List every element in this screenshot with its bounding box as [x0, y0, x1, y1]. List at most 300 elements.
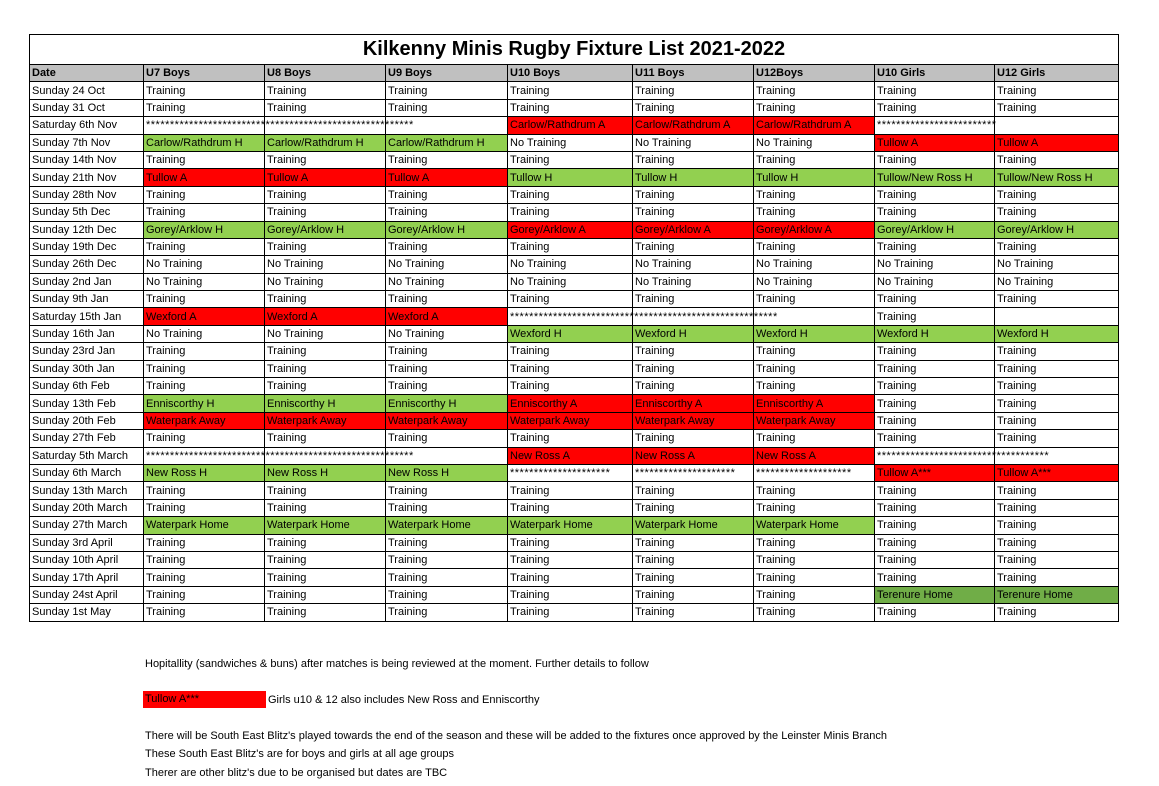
- fixture-cell: Training: [386, 534, 508, 551]
- fixture-cell: Training: [875, 99, 995, 116]
- date-cell: Sunday 13th March: [30, 482, 144, 499]
- table-row: [30, 134, 1119, 151]
- fixture-cell: Training: [875, 412, 995, 429]
- fixture-cell: Training: [633, 482, 754, 499]
- fixture-cell: New Ross A: [633, 447, 754, 464]
- fixture-cell: Training: [995, 499, 1119, 516]
- fixture-cell: Training: [386, 604, 508, 621]
- fixture-cell: Training: [633, 343, 754, 360]
- fixture-cell: Training: [754, 186, 875, 203]
- fixture-cell: No Training: [508, 134, 633, 151]
- fixture-cell: No Training: [508, 273, 633, 290]
- fixture-cell: Training: [265, 604, 386, 621]
- fixture-cell: Carlow/Rathdrum H: [265, 134, 386, 151]
- fixture-cell: Training: [265, 99, 386, 116]
- fixture-cell: Gorey/Arklow H: [875, 221, 995, 238]
- fixture-cell: Wexford A: [386, 308, 508, 325]
- date-cell: Sunday 16th Jan: [30, 325, 144, 342]
- fixture-cell: Training: [508, 482, 633, 499]
- fixture-cell: No Training: [265, 325, 386, 342]
- fixture-cell: Training: [265, 186, 386, 203]
- fixture-cell: Training: [995, 395, 1119, 412]
- header-row: [30, 65, 1119, 82]
- date-cell: Sunday 5th Dec: [30, 204, 144, 221]
- fixture-cell: Training: [265, 534, 386, 551]
- fixture-cell: Training: [265, 238, 386, 255]
- fixture-cell: Training: [508, 604, 633, 621]
- fixture-cell: Training: [995, 291, 1119, 308]
- fixture-cell: Training: [386, 551, 508, 568]
- fixture-cell: No Training: [144, 325, 265, 342]
- fixture-cell: Training: [386, 430, 508, 447]
- fixture-cell: Training: [633, 99, 754, 116]
- table-row: [30, 586, 1119, 603]
- fixture-cell: Waterpark Home: [508, 517, 633, 534]
- fixture-cell: Training: [265, 430, 386, 447]
- table-row: [30, 238, 1119, 255]
- fixture-cell: No Training: [754, 273, 875, 290]
- fixture-cell: Training: [875, 204, 995, 221]
- fixture-cell: No Training: [144, 273, 265, 290]
- fixture-cell: Training: [144, 343, 265, 360]
- fixture-cell: Training: [144, 378, 265, 395]
- fixture-cell: Waterpark Away: [633, 412, 754, 429]
- fixture-cell: Tullow/New Ross H: [875, 169, 995, 186]
- fixture-cell: Training: [995, 151, 1119, 168]
- date-cell: Sunday 27th Feb: [30, 430, 144, 447]
- fixture-cell: Waterpark Away: [144, 412, 265, 429]
- fixture-cell: Training: [386, 482, 508, 499]
- fixture-cell: No Training: [633, 273, 754, 290]
- fixture-cell: No Training: [265, 273, 386, 290]
- table-row: [30, 186, 1119, 203]
- fixture-cell: Training: [386, 586, 508, 603]
- table-row: [30, 569, 1119, 586]
- fixture-cell: Training: [144, 151, 265, 168]
- fixture-cell: Wexford H: [508, 325, 633, 342]
- fixture-cell: Training: [754, 291, 875, 308]
- blitz-note-2: These South East Blitz's are for boys and girls at all age groups: [145, 748, 455, 760]
- fixture-cell: Training: [265, 151, 386, 168]
- fixture-cell: Tullow H: [754, 169, 875, 186]
- fixture-cell: Training: [875, 291, 995, 308]
- date-cell: Sunday 31 Oct: [30, 99, 144, 116]
- column-header-u7-boys: U7 Boys: [144, 65, 265, 82]
- fixture-cell: Waterpark Home: [633, 517, 754, 534]
- fixture-cell: Training: [754, 551, 875, 568]
- table-row: [30, 447, 1119, 464]
- fixture-cell: Wexford H: [995, 325, 1119, 342]
- fixture-cell: No Training: [875, 256, 995, 273]
- fixture-cell: Gorey/Arklow H: [144, 221, 265, 238]
- fixture-cell: Wexford H: [754, 325, 875, 342]
- fixture-cell: Training: [995, 238, 1119, 255]
- column-header-u8-boys: U8 Boys: [265, 65, 386, 82]
- date-cell: Sunday 6th Feb: [30, 378, 144, 395]
- fixture-cell: Training: [754, 343, 875, 360]
- fixture-cell: No Training: [633, 134, 754, 151]
- fixture-cell: New Ross H: [265, 464, 386, 481]
- fixture-cell: New Ross H: [144, 464, 265, 481]
- fixture-cell: Training: [995, 360, 1119, 377]
- fixture-cell: Training: [508, 499, 633, 516]
- table-row: [30, 412, 1119, 429]
- fixture-cell: Training: [995, 604, 1119, 621]
- date-cell: Sunday 23rd Jan: [30, 343, 144, 360]
- fixture-cell: Training: [875, 360, 995, 377]
- fixture-cell: Training: [754, 499, 875, 516]
- date-cell: Sunday 24st April: [30, 586, 144, 603]
- fixture-cell: Training: [265, 204, 386, 221]
- fixture-cell: Training: [754, 534, 875, 551]
- column-header-u12-girls: U12 Girls: [995, 65, 1119, 82]
- fixture-cell: Waterpark Away: [508, 412, 633, 429]
- fixture-cell: No Training: [144, 256, 265, 273]
- fixture-cell: Training: [754, 82, 875, 99]
- fixture-cell: Training: [875, 482, 995, 499]
- fixture-cell: Training: [386, 343, 508, 360]
- fixture-cell: Training: [875, 430, 995, 447]
- date-cell: Saturday 6th Nov: [30, 117, 144, 134]
- fixture-cell: Training: [875, 551, 995, 568]
- fixture-cell: Training: [144, 569, 265, 586]
- legend-text: Girls u10 & 12 also includes New Ross and Enniscorthy: [268, 694, 540, 706]
- date-cell: Saturday 5th March: [30, 447, 144, 464]
- fixture-cell: Training: [508, 360, 633, 377]
- fixture-cell: Gorey/Arklow H: [265, 221, 386, 238]
- fixture-cell: Training: [875, 238, 995, 255]
- fixture-cell: Tullow A: [995, 134, 1119, 151]
- fixture-cell: Training: [633, 551, 754, 568]
- date-cell: Sunday 9th Jan: [30, 291, 144, 308]
- fixture-cell: No Training: [995, 256, 1119, 273]
- fixture-cell: Training: [265, 551, 386, 568]
- fixture-cell: Training: [754, 204, 875, 221]
- date-cell: Sunday 28th Nov: [30, 186, 144, 203]
- fixture-cell: Training: [144, 499, 265, 516]
- fixture-cell: New Ross A: [508, 447, 633, 464]
- date-cell: Sunday 20th Feb: [30, 412, 144, 429]
- fixture-cell: Enniscorthy H: [144, 395, 265, 412]
- fixture-cell: Training: [633, 82, 754, 99]
- fixture-cell: Training: [144, 534, 265, 551]
- fixture-cell: Training: [633, 586, 754, 603]
- fixture-cell: Carlow/Rathdrum A: [754, 117, 875, 134]
- fixture-cell: Training: [265, 586, 386, 603]
- date-cell: Saturday 15th Jan: [30, 308, 144, 325]
- fixture-cell: [995, 308, 1119, 325]
- fixture-cell: Training: [386, 499, 508, 516]
- fixture-cell: Gorey/Arklow A: [754, 221, 875, 238]
- fixture-cell: Training: [144, 430, 265, 447]
- fixture-cell: Training: [995, 186, 1119, 203]
- table-row: [30, 378, 1119, 395]
- fixture-cell: No Training: [995, 273, 1119, 290]
- fixture-cell: Waterpark Home: [144, 517, 265, 534]
- fixture-cell: New Ross H: [386, 464, 508, 481]
- fixture-cell: Wexford H: [875, 325, 995, 342]
- fixture-cell: No Training: [386, 325, 508, 342]
- fixture-cell: Training: [265, 569, 386, 586]
- blitz-note-1: There will be South East Blitz's played towards the end of the season and these will be added to the fixtures once approved by the Leinster Minis Branch: [145, 730, 887, 742]
- table-row: [30, 343, 1119, 360]
- fixture-cell: Wexford A: [265, 308, 386, 325]
- column-header-date: Date: [30, 65, 144, 82]
- fixture-cell: Training: [144, 238, 265, 255]
- fixture-cell: Training: [386, 82, 508, 99]
- fixture-cell: Training: [508, 291, 633, 308]
- date-cell: Sunday 19th Dec: [30, 238, 144, 255]
- fixture-cell: Wexford A: [144, 308, 265, 325]
- fixture-cell: Training: [508, 99, 633, 116]
- fixture-cell: Training: [144, 360, 265, 377]
- fixture-cell: Training: [875, 151, 995, 168]
- fixture-cell: Enniscorthy A: [508, 395, 633, 412]
- fixture-cell: Training: [995, 482, 1119, 499]
- fixture-cell: No Training: [265, 256, 386, 273]
- fixture-cell: Training: [995, 82, 1119, 99]
- table-row: [30, 482, 1119, 499]
- fixture-cell: Training: [995, 378, 1119, 395]
- fixture-cell: Training: [633, 569, 754, 586]
- fixture-cell: Waterpark Home: [754, 517, 875, 534]
- fixture-cell: Training: [995, 569, 1119, 586]
- fixture-cell: Training: [875, 534, 995, 551]
- fixture-cell: Training: [633, 378, 754, 395]
- table-row: [30, 291, 1119, 308]
- fixture-cell: Training: [144, 99, 265, 116]
- fixture-cell: Training: [386, 378, 508, 395]
- fixture-cell: Enniscorthy A: [754, 395, 875, 412]
- fixture-cell: Training: [754, 586, 875, 603]
- table-row: [30, 430, 1119, 447]
- fixture-cell: Training: [144, 551, 265, 568]
- column-header-u10-girls: U10 Girls: [875, 65, 995, 82]
- fixture-cell: Training: [508, 586, 633, 603]
- fixture-cell: Training: [875, 82, 995, 99]
- fixture-cell: Training: [633, 534, 754, 551]
- fixture-cell: Gorey/Arklow H: [386, 221, 508, 238]
- fixture-cell: Tullow A***: [995, 464, 1119, 481]
- fixture-cell: Tullow/New Ross H: [995, 169, 1119, 186]
- fixture-cell: Training: [754, 378, 875, 395]
- table-row: [30, 551, 1119, 568]
- legend-swatch: Tullow A***: [143, 691, 266, 708]
- fixture-cell: Tullow A: [144, 169, 265, 186]
- fixture-cell: Training: [386, 360, 508, 377]
- fixture-cell: Training: [144, 482, 265, 499]
- fixture-cell: Tullow A***: [875, 464, 995, 481]
- fixture-cell: Training: [754, 482, 875, 499]
- fixture-cell: Training: [144, 82, 265, 99]
- date-cell: Sunday 10th April: [30, 551, 144, 568]
- date-cell: Sunday 14th Nov: [30, 151, 144, 168]
- fixture-cell: Enniscorthy H: [265, 395, 386, 412]
- fixture-cell: Carlow/Rathdrum A: [633, 117, 754, 134]
- fixture-cell: Training: [265, 360, 386, 377]
- table-row: [30, 99, 1119, 116]
- fixture-cell: Training: [633, 430, 754, 447]
- table-row: [30, 517, 1119, 534]
- fixture-cell: Wexford H: [633, 325, 754, 342]
- fixture-cell: ********************************************************: [144, 447, 265, 464]
- fixture-cell: Training: [633, 499, 754, 516]
- fixture-cell: Training: [633, 604, 754, 621]
- fixture-cell: *********************: [633, 464, 754, 481]
- fixture-cell: Training: [508, 238, 633, 255]
- fixture-cell: Training: [633, 360, 754, 377]
- fixture-cell: Training: [508, 378, 633, 395]
- fixture-cell: Training: [508, 569, 633, 586]
- fixture-cell: Carlow/Rathdrum H: [386, 134, 508, 151]
- table-row: [30, 604, 1119, 621]
- fixture-cell: Carlow/Rathdrum H: [144, 134, 265, 151]
- fixture-cell: Training: [633, 186, 754, 203]
- fixture-cell: Training: [265, 499, 386, 516]
- table-row: [30, 534, 1119, 551]
- fixture-cell: Training: [633, 151, 754, 168]
- fixture-cell: Training: [265, 482, 386, 499]
- column-header-u12-boys: U12Boys: [754, 65, 875, 82]
- fixture-cell: Training: [144, 204, 265, 221]
- date-cell: Sunday 7th Nov: [30, 134, 144, 151]
- date-cell: Sunday 20th March: [30, 499, 144, 516]
- table-row: [30, 360, 1119, 377]
- fixture-cell: Training: [875, 378, 995, 395]
- fixture-cell: Training: [386, 291, 508, 308]
- fixture-cell: Waterpark Away: [386, 412, 508, 429]
- fixture-cell: ********************: [754, 464, 875, 481]
- fixture-cell: Training: [386, 238, 508, 255]
- fixture-cell: Training: [265, 291, 386, 308]
- fixture-cell: Training: [508, 534, 633, 551]
- column-header-u11-boys: U11 Boys: [633, 65, 754, 82]
- table-row: [30, 204, 1119, 221]
- fixture-cell: Training: [144, 586, 265, 603]
- fixture-cell: No Training: [508, 256, 633, 273]
- column-header-u10-boys: U10 Boys: [508, 65, 633, 82]
- fixture-cell: Tullow A: [875, 134, 995, 151]
- fixture-cell: Training: [995, 343, 1119, 360]
- fixture-cell: Training: [508, 204, 633, 221]
- fixture-cell: Training: [265, 378, 386, 395]
- date-cell: Sunday 2nd Jan: [30, 273, 144, 290]
- table-row: [30, 499, 1119, 516]
- fixture-cell: ********************************************************: [508, 308, 633, 325]
- fixture-cell: No Training: [386, 273, 508, 290]
- table-row: [30, 273, 1119, 290]
- fixture-cell: Training: [386, 186, 508, 203]
- fixture-cell: Gorey/Arklow H: [995, 221, 1119, 238]
- fixture-cell: Training: [386, 569, 508, 586]
- date-cell: Sunday 21th Nov: [30, 169, 144, 186]
- fixture-cell: [995, 117, 1119, 134]
- fixture-cell: Training: [875, 569, 995, 586]
- fixture-cell: Training: [995, 99, 1119, 116]
- date-cell: Sunday 24 Oct: [30, 82, 144, 99]
- hospitality-note: Hopitallity (sandwiches & buns) after matches is being reviewed at the moment. Further details to follow: [145, 658, 649, 670]
- fixture-cell: No Training: [633, 256, 754, 273]
- fixture-cell: Enniscorthy H: [386, 395, 508, 412]
- fixture-cell: Training: [875, 343, 995, 360]
- fixture-cell: Training: [633, 204, 754, 221]
- fixture-cell: Gorey/Arklow A: [508, 221, 633, 238]
- fixture-cell: Tullow A: [265, 169, 386, 186]
- fixture-cell: Training: [875, 308, 995, 325]
- fixture-cell: Terenure Home: [875, 586, 995, 603]
- fixture-cell: No Training: [875, 273, 995, 290]
- fixture-cell: Waterpark Home: [386, 517, 508, 534]
- fixture-cell: Training: [508, 343, 633, 360]
- fixture-cell: Training: [386, 151, 508, 168]
- date-cell: Sunday 1st May: [30, 604, 144, 621]
- fixture-cell: Training: [754, 238, 875, 255]
- fixture-cell: Training: [265, 82, 386, 99]
- fixture-cell: Training: [995, 204, 1119, 221]
- fixture-cell: Training: [633, 238, 754, 255]
- fixture-cell: Training: [265, 343, 386, 360]
- fixture-cell: Training: [875, 517, 995, 534]
- date-cell: Sunday 30th Jan: [30, 360, 144, 377]
- date-cell: Sunday 6th March: [30, 464, 144, 481]
- fixture-cell: Training: [995, 551, 1119, 568]
- fixture-cell: Training: [875, 395, 995, 412]
- fixture-cell: Training: [508, 82, 633, 99]
- fixture-table: [29, 34, 1119, 622]
- fixture-cell: Tullow H: [633, 169, 754, 186]
- table-row: [30, 325, 1119, 342]
- table-row: [30, 256, 1119, 273]
- fixture-cell: Terenure Home: [995, 586, 1119, 603]
- fixture-cell: Gorey/Arklow A: [633, 221, 754, 238]
- fixture-cell: Training: [754, 360, 875, 377]
- table-row: [30, 151, 1119, 168]
- fixture-cell: Carlow/Rathdrum A: [508, 117, 633, 134]
- fixture-cell: Training: [144, 186, 265, 203]
- fixture-cell: Waterpark Away: [754, 412, 875, 429]
- fixture-cell: Training: [144, 604, 265, 621]
- fixture-cell: Training: [875, 186, 995, 203]
- fixture-cell: Training: [508, 186, 633, 203]
- date-cell: Sunday 26th Dec: [30, 256, 144, 273]
- fixture-cell: Tullow A: [386, 169, 508, 186]
- column-header-u9-boys: U9 Boys: [386, 65, 508, 82]
- fixture-cell: Training: [995, 430, 1119, 447]
- table-row: [30, 82, 1119, 99]
- date-cell: Sunday 12th Dec: [30, 221, 144, 238]
- fixture-cell: Enniscorthy A: [633, 395, 754, 412]
- table-row: [30, 464, 1119, 481]
- fixture-cell: No Training: [754, 256, 875, 273]
- fixture-cell: Training: [754, 569, 875, 586]
- fixture-cell: No Training: [386, 256, 508, 273]
- fixture-cell: Training: [633, 291, 754, 308]
- fixture-cell: Training: [508, 430, 633, 447]
- fixture-cell: No Training: [754, 134, 875, 151]
- fixture-cell: Training: [995, 534, 1119, 551]
- fixture-cell: Training: [144, 291, 265, 308]
- table-row: [30, 117, 1119, 134]
- date-cell: Sunday 17th April: [30, 569, 144, 586]
- date-cell: Sunday 27th March: [30, 517, 144, 534]
- table-row: [30, 395, 1119, 412]
- page-title: Kilkenny Minis Rugby Fixture List 2021-2022: [30, 35, 1119, 65]
- fixture-cell: Training: [995, 412, 1119, 429]
- fixture-cell: *********************: [508, 464, 633, 481]
- table-row: [30, 308, 1119, 325]
- fixture-cell: Training: [995, 517, 1119, 534]
- fixture-cell: Training: [386, 204, 508, 221]
